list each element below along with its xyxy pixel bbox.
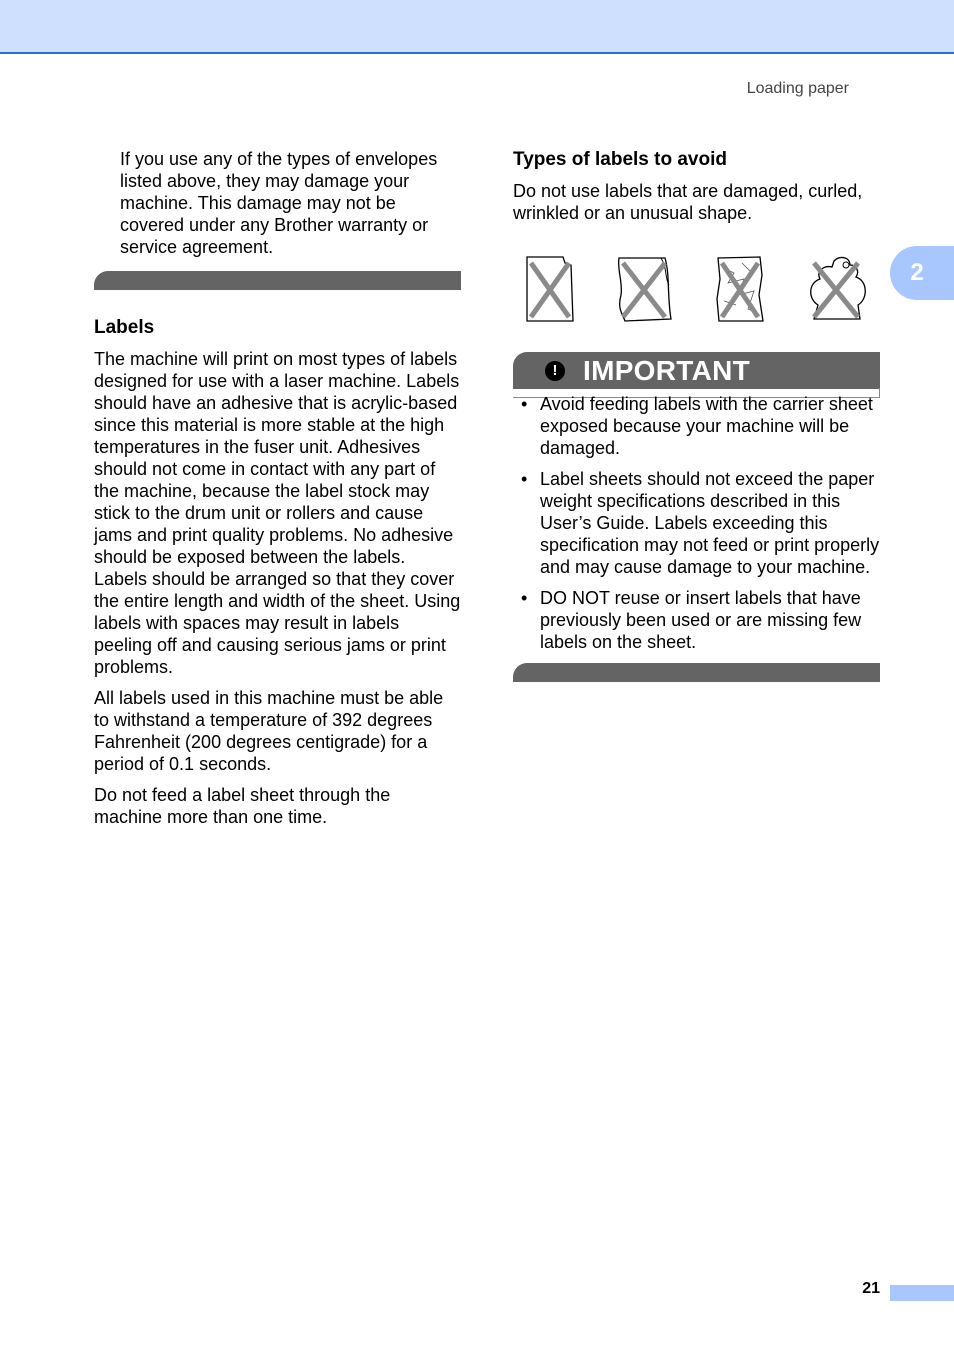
list-item-text: Label sheets should not exceed the paper weight specifications described in this User’s Guide. Labels exceeding this specification may not feed or print properly and may cause damage to your machine.: [540, 469, 880, 577]
damaged-label-icon: [525, 255, 575, 323]
important-banner: [513, 352, 880, 389]
important-end-bar: [513, 663, 880, 682]
footer-tab: [890, 1285, 954, 1301]
unusual-shape-label-icon: [806, 255, 870, 323]
page-number: 21: [862, 1280, 880, 1297]
bullet-icon: •: [521, 469, 528, 489]
list-item: [513, 393, 880, 459]
labels-paragraph-3: Do not feed a label sheet through the machine more than one time.: [94, 785, 391, 827]
list-item: [513, 468, 880, 578]
exclamation-icon: !: [545, 361, 565, 381]
top-header-band: [0, 0, 954, 54]
envelope-warning-note: If you use any of the types of envelopes listed above, they may damage your machine. This damage may not be covered under any Brother warranty or service agreement.: [120, 149, 438, 257]
labels-paragraph-2: All labels used in this machine must be able to withstand a temperature of 392 degrees Fahrenheit (200 degrees centigrade) for a period of 0.1 seconds.: [94, 688, 444, 774]
note-end-bar: [94, 271, 461, 290]
types-intro: Do not use labels that are damaged, curled, wrinkled or an unusual shape.: [513, 181, 863, 223]
chapter-number: 2: [910, 259, 924, 286]
chapter-tab: [890, 246, 954, 300]
important-list: [513, 393, 880, 653]
list-item-text: DO NOT reuse or insert labels that have previously been used or are missing few labels on the sheet.: [540, 588, 862, 652]
running-head: Loading paper: [746, 80, 849, 97]
right-column: [513, 148, 880, 682]
wrinkled-label-icon: [714, 255, 766, 323]
label-illustrations: [513, 255, 880, 325]
labels-paragraph-1: The machine will print on most types of labels designed for use with a laser machine. Labels should have an adhesive that is acrylic-based since this material is more stable at the high temperatures in the fuser unit. Adhesives should not come in contact with any part of the machine, because the label stock may stick to the drum unit or rollers and cause jams and print quality problems. No adhesive should be exposed between the labels. Labels should be arranged so that they cover the entire length and width of the sheet. Using labels with spaces may result in labels peeling off and causing serious jams or print problems.: [94, 349, 461, 677]
list-item: [513, 587, 880, 653]
curled-label-icon: [615, 255, 673, 323]
list-item-text: Avoid feeding labels with the carrier sheet exposed because your machine will be damaged.: [540, 394, 873, 458]
types-of-labels-heading: Types of labels to avoid: [513, 149, 727, 170]
bullet-icon: •: [521, 588, 528, 608]
left-column: [94, 148, 461, 837]
bullet-icon: •: [521, 394, 528, 414]
labels-heading: Labels: [94, 317, 155, 338]
important-title: IMPORTANT: [583, 354, 751, 386]
